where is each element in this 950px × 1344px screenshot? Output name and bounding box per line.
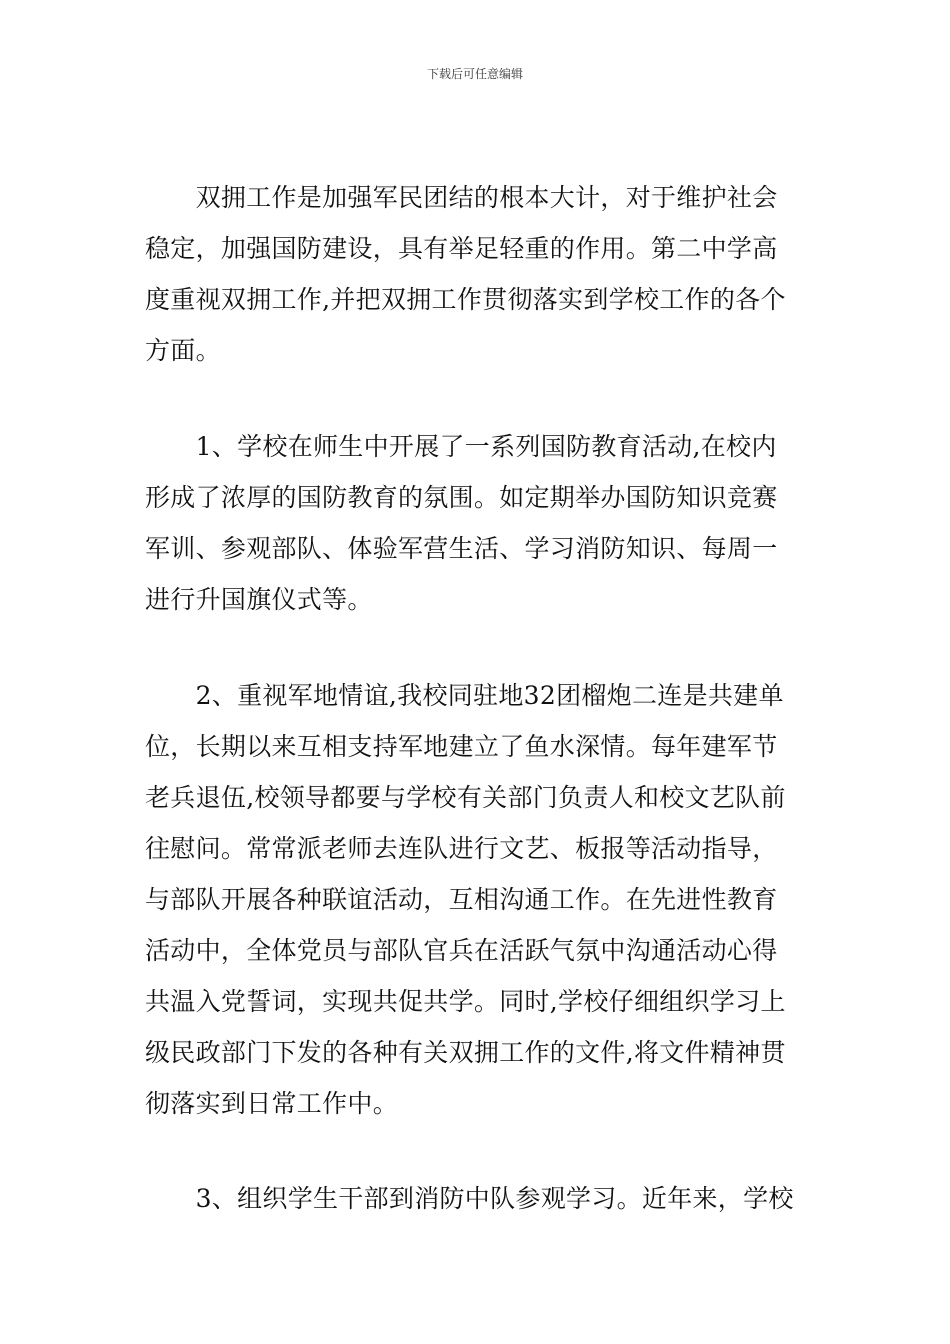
paragraph-line: 级民政部门下发的各种有关双拥工作的文件,将文件精神贯 [145,1038,786,1067]
paragraph-line: 3、组织学生干部到消防中队参观学习。近年来，学校 [145,1184,794,1213]
paragraph-line: 方面。 [145,336,221,365]
paragraph-line: 与部队开展各种联谊活动，互相沟通工作。在先进性教育 [145,885,778,914]
paragraph-line: 双拥工作是加强军民团结的根本大计，对于维护社会 [145,183,778,212]
paragraph-line: 彻落实到日常工作中。 [145,1089,399,1118]
paragraph-line: 活动中，全体党员与部队官兵在活跃气氛中沟通活动心得 [145,936,778,965]
paragraph-line: 进行升国旗仪式等。 [145,585,373,614]
paragraph-line: 形成了浓厚的国防教育的氛围。如定期举办国防知识竞赛 [145,483,778,512]
paragraph-line: 2、重视军地情谊,我校同驻地32团榴炮二连是共建单 [145,681,784,710]
paragraph-line: 度重视双拥工作,并把双拥工作贯彻落实到学校工作的各个 [145,285,786,314]
paragraph-line: 1、学校在师生中开展了一系列国防教育活动,在校内 [145,432,777,461]
paragraph-line: 稳定，加强国防建设，具有举足轻重的作用。第二中学高 [145,234,778,263]
paragraph-line: 军训、参观部队、体验军营生活、学习消防知识、每周一 [145,534,778,563]
paragraph-line: 共温入党誓词，实现共促共学。同时,学校仔细组织学习上 [145,987,786,1016]
paragraph-line: 位，长期以来互相支持军地建立了鱼水深情。每年建军节 [145,732,778,761]
paragraph-line: 老兵退伍,校领导都要与学校有关部门负责人和校文艺队前 [145,783,786,812]
paragraph-line: 往慰问。常常派老师去连队进行文艺、板报等活动指导， [145,834,778,863]
page-header: 下载后可任意编辑 [426,67,523,81]
